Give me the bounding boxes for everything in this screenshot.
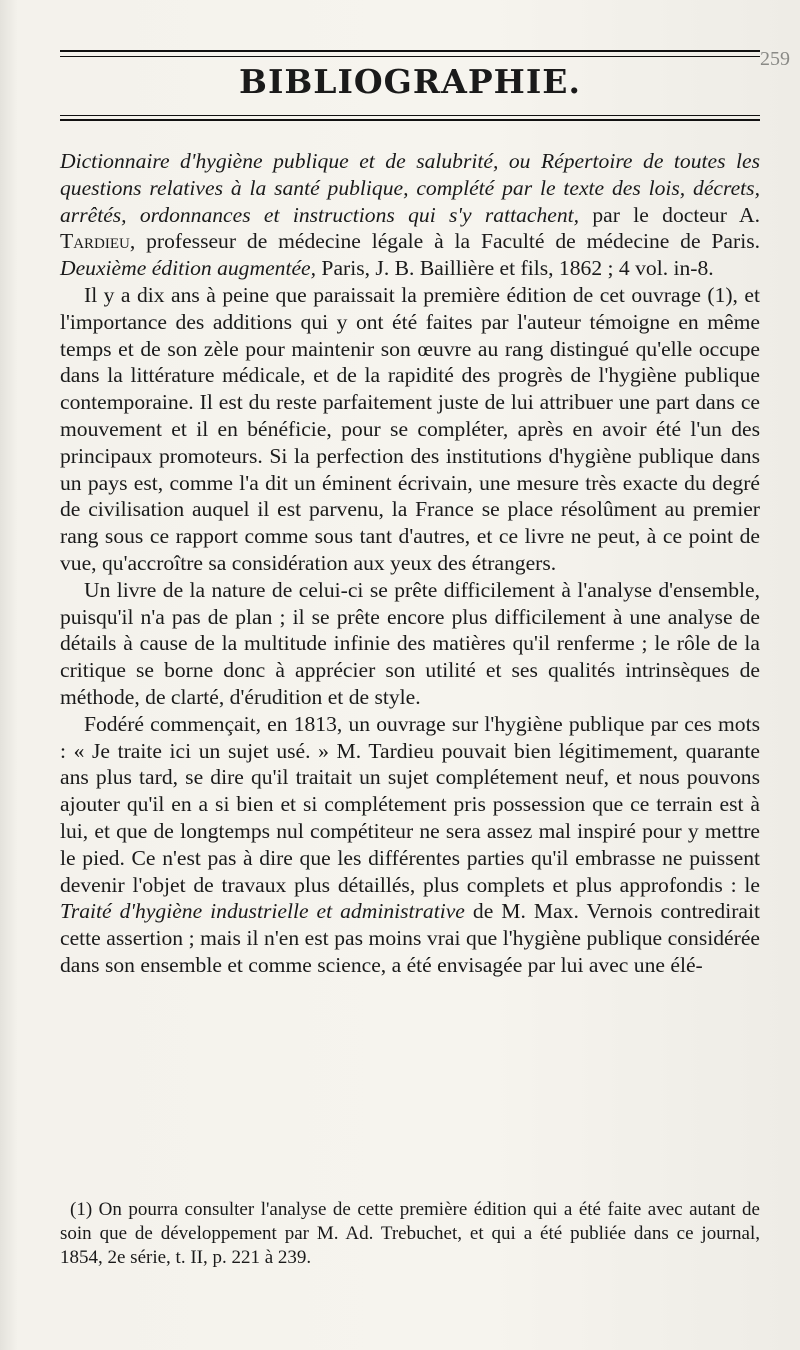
book-author: Tardieu: [60, 229, 130, 254]
book-reference: [60, 148, 760, 282]
footnote: [60, 1198, 760, 1270]
book-publisher: Paris, J. B. Baillière et fils, 1862 ; 4 vol. in-8.: [316, 256, 714, 281]
book-title: Dictionnaire d'hygiène publique et de salubrité, ou Répertoire de toutes les questions relatives à la santé publique, complété par le texte des lois, décrets, arrêtés, ordonnances et instructions qui s'y rattachent,: [60, 149, 760, 227]
paragraph-2: Un livre de la nature de celui-ci se prête difficilement à l'analyse d'ensemble, puisqu'il n'a pas de plan ; il se prête encore plus difficilement à une analyse de détails à cause de la multitude infinie des matières qu'il renferme ; le rôle de la critique se borne donc à apprécier son utilité et ses qualités intrinsèques de méthode, de clarté, d'érudition et de style.: [60, 577, 760, 709]
body-text: [60, 148, 760, 979]
cited-work-title: Traité d'hygiène industrielle et administrative: [60, 899, 465, 924]
book-author-role: , professeur de médecine légale à la Faculté de médecine de Paris.: [129, 229, 760, 254]
paragraph-3: [60, 711, 760, 979]
paragraph-3-end: de M. Max. Vernois contredirait cette assertion ; mais il n'en est pas moins vrai que l'hygiène publique considérée dans son ensemble et comme science, a été envisagée par lui avec une élé-: [60, 899, 760, 977]
page-number: 259: [760, 48, 790, 70]
header-rule-top: [60, 50, 760, 57]
book-by: par le docteur A.: [579, 202, 760, 227]
paragraph-1: Il y a dix ans à peine que paraissait la première édition de cet ouvrage (1), et l'importance des additions qui y ont été faites par l'auteur témoigne en même temps et de son zèle pour maintenir son œuvre au rang distingué qu'elle occupe dans la littérature médicale, et de la rapidité des progrès de l'hygiène publique contemporaine. Il est du reste parfaitement juste de lui attribuer une part dans ce mouvement et il en bénéficie, pour se compléter, après en avoir été l'un des principaux promoteurs. Si la perfection des institutions d'hygiène publique dans un pays est, comme l'a dit un éminent écrivain, une mesure très exacte du degré de civilisation auquel il est parvenu, la France se place résolûment au premier rang sous ce rapport comme sous tant d'autres, et ce livre ne peut, à ce point de vue, qu'accroître sa considération aux yeux des étrangers.: [60, 282, 760, 575]
footnote-text: (1) On pourra consulter l'analyse de cette première édition qui a été faite avec autant de soin que de développement par M. Ad. Trebuchet, et qui a été publiée dans ce journal, 1854, 2e série, t. II, p. 221 à 239.: [60, 1199, 760, 1268]
book-edition: Deuxième édition augmentée,: [60, 256, 317, 281]
paragraph-3-start: Fodéré commençait, en 1813, un ouvrage sur l'hygiène publique par ces mots : « Je traite ici un sujet usé. » M. Tardieu pouvait bien légitimement, quarante ans plus tard, se dire qu'il traitait un sujet complétement neuf, et nous pouvons ajouter qu'il en a si bien et si complétement pris possession que ce terrain est à lui, et que de longtemps nul compétiteur ne sera assez mal inspiré pour y mettre le pied. Ce n'est pas à dire que les différentes parties qu'il embrasse ne puissent devenir l'objet de travaux plus détaillés, plus complets et plus approfondis : le: [60, 711, 760, 897]
section-header: BIBLIOGRAPHIE.: [239, 62, 581, 101]
header-rule-bottom: [60, 115, 760, 121]
